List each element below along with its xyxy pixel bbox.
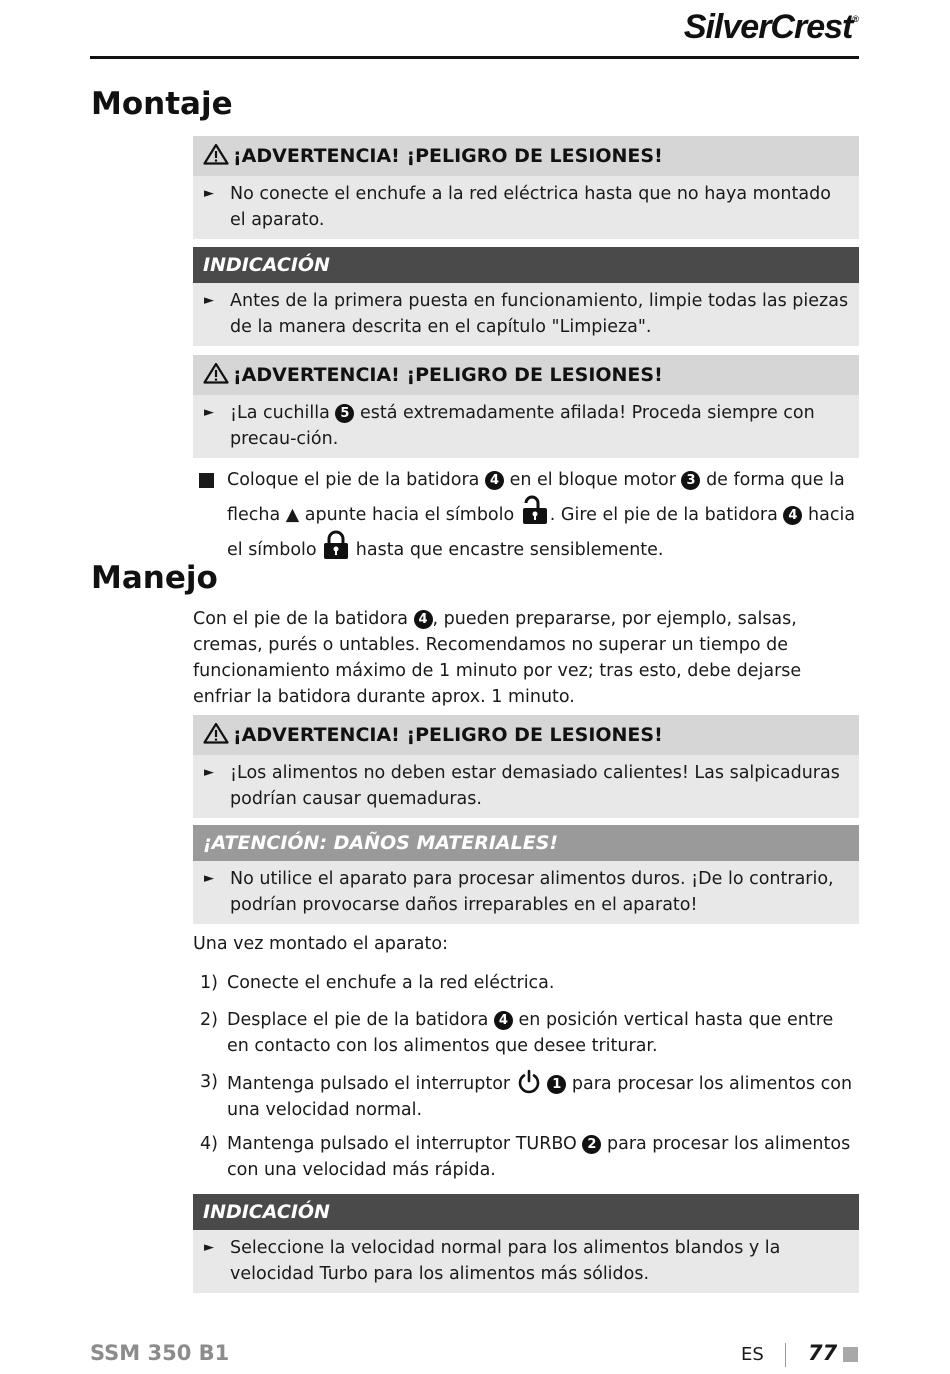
note-box-2 <box>193 1194 859 1293</box>
footer-divider <box>785 1343 786 1367</box>
header-rule <box>90 56 859 59</box>
part-number-badge: 1 <box>547 1075 566 1094</box>
warning-triangle-icon <box>203 722 229 744</box>
step-text: hacia el símbolo <box>227 505 856 560</box>
arrow-bullet-icon: ► <box>204 765 214 780</box>
intro-text-b: , pueden prepararse, por ejemplo, salsas, cremas, purés o untables. Recomendamos no superar un tiempo de funcionamiento máximo de 1 minuto por vez; tras esto, debe dejarse enfriar la batidora durante aprox. 1 minuto. <box>193 609 802 707</box>
step-text-a: Mantenga pulsado el interruptor <box>227 1074 511 1094</box>
warning-head-2 <box>193 355 859 395</box>
attention-text: No utilice el aparato para procesar alimentos duros. ¡De lo contrario, podrían provocarse daños irreparables en el aparato! <box>230 869 834 915</box>
warning-head-3 <box>193 715 859 755</box>
step-text <box>227 1069 860 1123</box>
note-body-2 <box>193 1230 859 1293</box>
unlock-icon <box>520 495 550 525</box>
step-item <box>200 1069 860 1123</box>
note-box-1 <box>193 247 859 346</box>
brand-registered-mark: ® <box>852 14 858 24</box>
warning-body-3 <box>193 755 859 818</box>
footer-model: SSM 350 B1 <box>90 1341 230 1365</box>
note-head-1: INDICACIÓN <box>193 247 859 283</box>
warning-text: No conecte el enchufe a la red eléctrica hasta que no haya montado el aparato. <box>230 184 831 230</box>
step-text-b: para procesar los alimentos con una velocidad normal. <box>227 1074 853 1120</box>
part-number-badge: 4 <box>414 610 433 629</box>
note-head-2: INDICACIÓN <box>193 1194 859 1230</box>
brand-logo <box>684 8 858 47</box>
section-title-montaje: Montaje <box>91 86 233 122</box>
note-text: Antes de la primera puesta en funcionamiento, limpie todas las piezas de la manera descrita en el capítulo "Limpieza". <box>230 291 849 337</box>
steps-lead: Una vez montado el aparato: <box>193 934 448 954</box>
part-number-badge: 5 <box>335 404 354 423</box>
step-text-a: Desplace el pie de la batidora <box>227 1010 489 1030</box>
step-text <box>227 1131 860 1183</box>
warning-head-1 <box>193 136 859 176</box>
step-item <box>200 1007 860 1059</box>
warning-text: ¡Los alimentos no deben estar demasiado calientes! Las salpicaduras podrían causar quemaduras. <box>230 763 840 809</box>
lock-icon <box>322 530 350 560</box>
warning-box-2 <box>193 355 859 458</box>
step-item <box>200 1131 860 1183</box>
warning-triangle-icon <box>203 143 229 165</box>
part-number-badge: 2 <box>582 1135 601 1154</box>
manejo-intro <box>193 606 859 710</box>
footer-language: ES <box>741 1344 764 1365</box>
note-body-1 <box>193 283 859 346</box>
assembly-step <box>227 466 859 565</box>
intro-text-a: Con el pie de la batidora <box>193 609 408 629</box>
step-item <box>200 970 860 996</box>
part-number-badge: 3 <box>681 471 700 490</box>
step-number: 1) <box>200 973 218 993</box>
warning-head-text: ¡ADVERTENCIA! ¡PELIGRO DE LESIONES! <box>233 364 663 386</box>
warning-body-1 <box>193 176 859 239</box>
step-number: 4) <box>200 1134 218 1154</box>
step-text-a: Mantenga pulsado el interruptor TURBO <box>227 1134 577 1154</box>
step-text: hasta que encastre sensiblemente. <box>355 540 664 560</box>
square-bullet-icon <box>199 473 214 488</box>
warning-box-3 <box>193 715 859 818</box>
section-title-manejo: Manejo <box>91 560 218 596</box>
arrow-bullet-icon: ► <box>204 1240 214 1255</box>
warning-body-2 <box>193 395 859 458</box>
attention-body <box>193 861 859 924</box>
footer-square-icon <box>843 1347 858 1362</box>
arrow-bullet-icon: ► <box>204 405 214 420</box>
part-number-badge: 4 <box>485 471 504 490</box>
part-number-badge: 4 <box>783 506 802 525</box>
attention-head: ¡ATENCIÓN: DAÑOS MATERIALES! <box>193 825 859 861</box>
warning-box-1 <box>193 136 859 239</box>
step-text: Coloque el pie de la batidora <box>227 470 480 490</box>
arrow-bullet-icon: ► <box>204 186 214 201</box>
warning-head-text: ¡ADVERTENCIA! ¡PELIGRO DE LESIONES! <box>233 724 663 746</box>
step-text: en el bloque motor <box>509 470 676 490</box>
power-icon <box>516 1069 542 1095</box>
step-text-b: en posición vertical hasta que entre en contacto con los alimentos que desee triturar. <box>227 1010 834 1056</box>
page-number: 77 <box>808 1341 838 1365</box>
warning-text-a: ¡La cuchilla <box>230 403 330 423</box>
arrow-bullet-icon: ► <box>204 871 214 886</box>
arrow-bullet-icon: ► <box>204 293 214 308</box>
step-text: Conecte el enchufe a la red eléctrica. <box>227 973 555 993</box>
step-text-b: para procesar los alimentos con una velocidad más rápida. <box>227 1134 851 1180</box>
step-text <box>227 1007 860 1059</box>
step-text: . Gire el pie de la batidora <box>549 505 778 525</box>
note-text: Seleccione la velocidad normal para los alimentos blandos y la velocidad Turbo para los alimentos más sólidos. <box>230 1238 781 1284</box>
step-text: de forma que la flecha ▲ apunte hacia el símbolo <box>227 470 845 525</box>
part-number-badge: 4 <box>494 1011 513 1030</box>
brand-name: SilverCrest <box>683 8 853 46</box>
attention-box <box>193 825 859 924</box>
step-number: 2) <box>200 1010 218 1030</box>
step-number: 3) <box>200 1072 218 1092</box>
warning-head-text: ¡ADVERTENCIA! ¡PELIGRO DE LESIONES! <box>233 145 663 167</box>
warning-triangle-icon <box>203 362 229 384</box>
warning-text-b: está extremadamente afilada! Proceda siempre con precau-ción. <box>230 403 815 449</box>
